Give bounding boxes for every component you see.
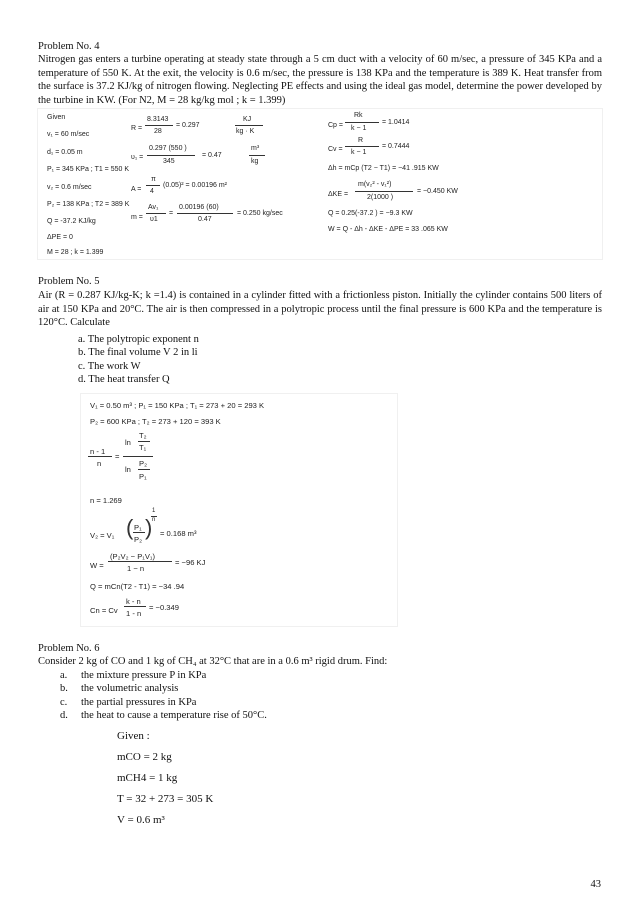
list-item: d. The heat transfer Q bbox=[78, 374, 170, 386]
cp-numerator: Rk bbox=[354, 112, 363, 119]
u1-unit-den: kg bbox=[251, 158, 259, 165]
right-paren: ) bbox=[145, 515, 153, 540]
p2-t2-line: P₂ = 600 KPa ; T₂ = 273 + 120 = 393 K bbox=[90, 417, 221, 426]
m-numerator-1: Av₁ bbox=[148, 204, 159, 211]
w-fraction-bar bbox=[108, 561, 172, 562]
delta-h-line: Δh = mCp (T2 − T1) = −41 .915 KW bbox=[328, 165, 439, 172]
cn-label: Cn = Cv bbox=[90, 606, 118, 615]
dke-label: ΔKE = bbox=[328, 191, 349, 198]
m-fraction-bar-2 bbox=[177, 213, 233, 214]
given-line: mCH4 = 1 kg bbox=[117, 772, 178, 784]
m-equals: = bbox=[169, 210, 174, 217]
cp-label: Cp = bbox=[328, 122, 343, 129]
m-value: = 0.250 kg/sec bbox=[237, 210, 283, 217]
cv-label: Cv = bbox=[328, 146, 343, 153]
v1-p1-t1-line: V₁ = 0.50 m³ ; P₁ = 150 KPa ; T₁ = 273 + 20 = 293 K bbox=[90, 401, 265, 410]
exponent-numerator: 1 bbox=[152, 508, 156, 514]
problem-6-given bbox=[117, 729, 213, 834]
v2-label: V₂ = V₁ bbox=[90, 531, 115, 540]
q-kw-line: Q = 0.25(-37.2 ) = −9.3 KW bbox=[328, 210, 413, 217]
cp-value: = 1.0414 bbox=[382, 119, 410, 126]
m-label: m = bbox=[131, 214, 143, 221]
t2-label: T₂ bbox=[139, 431, 147, 440]
item-text: the mixture pressure P in KPa bbox=[81, 670, 207, 681]
r-unit-den: kg · K bbox=[236, 128, 255, 135]
p1-label: P₁ bbox=[139, 472, 147, 481]
problem-6-items bbox=[60, 669, 267, 723]
t-ratio-bar bbox=[138, 441, 150, 442]
dpe-line: ΔPE = 0 bbox=[47, 234, 73, 241]
item-marker: d. bbox=[60, 710, 68, 722]
r-value: = 0.297 bbox=[176, 122, 200, 129]
u1-value: = 0.47 bbox=[202, 152, 222, 159]
q-line: Q = -37.2 KJ/kg bbox=[47, 218, 96, 225]
d1-line: d₁ = 0.05 m bbox=[47, 149, 83, 156]
p2-t2-line: P₂ = 138 KPa ; T2 = 389 K bbox=[47, 201, 130, 208]
problem-6-title: Problem No. 6 bbox=[38, 643, 100, 654]
problem-4-text: Nitrogen gas enters a turbine operating at steady state through a 5 cm duct with a velocity of 60 m/sec, a pressure of 345 KPa and a temperature of 550 K. At the exit, the velocity is 0.6 m/sec, the pressure is 138 KPa and the temperature is 389 K. Heat transfer from the surface is 37.2 KJ/kg of nitrogen flowing. Neglecting PE effects and using the ideal gas model, determine the power developed by the turbine in KW. (For N2, M = 28 kg/kg mol ; k = 1.399) bbox=[38, 54, 602, 106]
equals-sign: = bbox=[115, 452, 120, 461]
p2-label: P₂ bbox=[139, 459, 148, 468]
a-numerator: π bbox=[151, 176, 156, 183]
w-numerator: (P₂V₂ − P₁V₁) bbox=[110, 552, 155, 561]
n-value: n = 1.269 bbox=[90, 496, 122, 505]
cp-denominator: k − 1 bbox=[351, 125, 367, 132]
problem-5-solution-image bbox=[80, 393, 398, 627]
r-fraction-bar bbox=[145, 125, 173, 126]
r-label: R = bbox=[131, 125, 143, 132]
r-unit-bar bbox=[235, 125, 263, 126]
m-denominator-2: 0.47 bbox=[198, 216, 212, 223]
item-text: the heat to cause a temperature rise of 50°C. bbox=[81, 710, 267, 722]
cv-fraction-bar bbox=[345, 146, 379, 147]
cn-value: = −0.349 bbox=[149, 603, 179, 612]
u1-denominator: 345 bbox=[163, 158, 175, 165]
ln-ratio-bar bbox=[123, 456, 153, 457]
r-unit-num: KJ bbox=[243, 116, 252, 123]
list-item bbox=[60, 696, 267, 709]
given-label: Given bbox=[47, 114, 66, 121]
dke-numerator: m(v₂² - v₁²) bbox=[358, 181, 392, 188]
n-frac-denominator: n bbox=[97, 459, 102, 468]
list-item bbox=[60, 682, 267, 695]
item-marker: c. bbox=[60, 696, 68, 708]
cv-denominator: k − 1 bbox=[351, 149, 367, 156]
list-item: a. The polytropic exponent n bbox=[78, 334, 199, 345]
m-k-line: M = 28 ; k = 1.399 bbox=[47, 249, 104, 256]
list-item: c. The work W bbox=[78, 360, 141, 372]
item-text: the partial pressures in KPa bbox=[81, 696, 197, 708]
v2-ratio-bar bbox=[133, 532, 145, 533]
m-denominator-1: υ1 bbox=[150, 216, 158, 223]
item-marker: b. bbox=[60, 683, 68, 695]
given-line: V = 0.6 m³ bbox=[117, 814, 165, 826]
list-item bbox=[60, 669, 267, 682]
left-paren: ( bbox=[126, 515, 134, 540]
w-denominator: 1 − n bbox=[127, 564, 145, 573]
u1-unit-num: m³ bbox=[251, 145, 260, 152]
list-item bbox=[60, 709, 267, 722]
w-value: = −96 KJ bbox=[175, 558, 206, 567]
w-label: W = bbox=[90, 561, 104, 570]
n-frac-bar bbox=[88, 456, 112, 457]
item-marker: a. bbox=[60, 670, 68, 681]
problem-4-solution-image bbox=[37, 108, 603, 260]
a-fraction-bar bbox=[146, 185, 160, 186]
cn-fraction-bar bbox=[124, 606, 146, 607]
cp-fraction-bar bbox=[345, 122, 379, 123]
v2-line: v₂ = 0.6 m/sec bbox=[47, 184, 92, 191]
u1-fraction-bar bbox=[147, 155, 195, 156]
ln-top: ln bbox=[125, 438, 131, 447]
work-line: W = Q - Δh - ΔKE - ΔPE = 33 .065 KW bbox=[328, 226, 448, 233]
m-numerator-2: 0.00196 (60) bbox=[179, 204, 219, 211]
v2-p1: P₁ bbox=[134, 523, 142, 532]
u1-unit-bar bbox=[249, 155, 265, 156]
cn-numerator: k - n bbox=[126, 597, 141, 606]
problem-4-title: Problem No. 4 bbox=[38, 41, 100, 52]
v2-value: = 0.168 m³ bbox=[160, 529, 197, 538]
a-label: A = bbox=[131, 186, 142, 193]
cv-value: = 0.7444 bbox=[382, 143, 410, 150]
p-ratio-bar bbox=[138, 469, 150, 470]
dke-denominator: 2(1000 ) bbox=[367, 194, 394, 201]
cn-denominator: 1 - n bbox=[126, 609, 142, 618]
v2-p2: P₂ bbox=[134, 535, 143, 544]
ln-bottom: ln bbox=[125, 465, 131, 474]
dke-fraction-bar bbox=[355, 191, 413, 192]
u1-label: υ₁ = bbox=[131, 154, 144, 161]
u1-numerator: 0.297 (550 ) bbox=[149, 145, 187, 152]
r-denominator: 28 bbox=[154, 128, 162, 135]
dke-value: = −0.450 KW bbox=[417, 188, 458, 195]
cv-numerator: R bbox=[358, 137, 364, 144]
list-item: b. The final volume V 2 in li bbox=[78, 347, 198, 359]
problem-5-text: Air (R = 0.287 KJ/kg-K; k =1.4) is contained in a cylinder fitted with a frictionless piston. Initially the cylinder contains 500 liters of air at 150 KPa and 20°C. The air is then compressed in a polytropic process until the final pressure is 600 KPa and the temperature is 120°C. Calculate bbox=[38, 290, 602, 329]
given-line: T = 32 + 273 = 305 K bbox=[117, 793, 214, 805]
item-text: the volumetric analysis bbox=[81, 683, 179, 695]
problem-5-items bbox=[78, 333, 199, 387]
r-numerator: 8.3143 bbox=[147, 116, 169, 123]
q-line: Q = mCn(T2 - T1) = −34 .94 bbox=[90, 582, 185, 591]
page-number: 43 bbox=[590, 879, 601, 890]
p1-t1-line: P₁ = 345 KPa ; T1 = 550 K bbox=[47, 166, 130, 173]
exponent-denominator: n bbox=[152, 517, 156, 523]
a-denominator: 4 bbox=[150, 188, 154, 195]
problem-5-title: Problem No. 5 bbox=[38, 276, 100, 287]
problem-6-text: Consider 2 kg of CO and 1 kg of CH₄ at 32°C that are in a 0.6 m³ rigid drum. Find: bbox=[38, 656, 388, 667]
given-line: mCO = 2 kg bbox=[117, 751, 172, 763]
m-fraction-bar-1 bbox=[146, 213, 166, 214]
a-value: (0.05)² = 0.00196 m² bbox=[163, 182, 228, 189]
v1-line: v₁ = 60 m/sec bbox=[47, 131, 90, 138]
n-frac-numerator: n - 1 bbox=[90, 447, 106, 456]
t1-label: T₁ bbox=[139, 443, 147, 452]
given-line: Given : bbox=[117, 730, 150, 742]
